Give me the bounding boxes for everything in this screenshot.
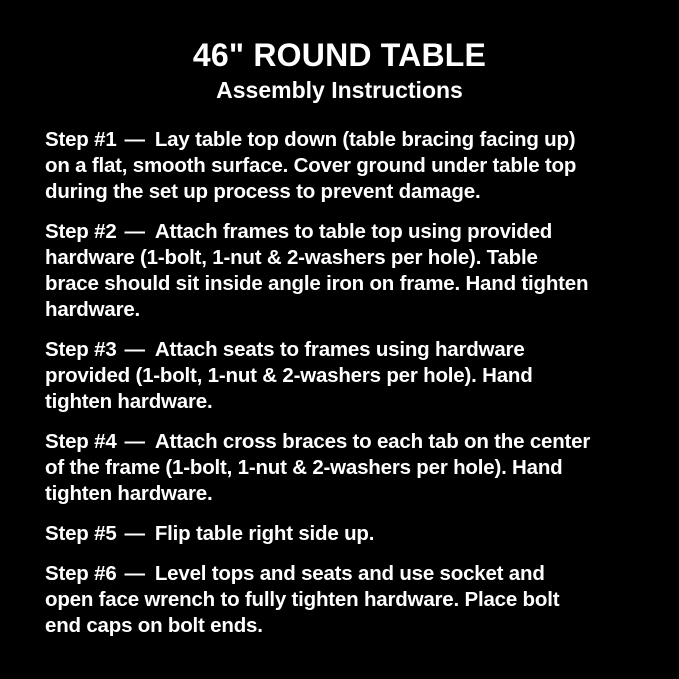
step-3-text: Attach seats to frames using hardware <box>154 338 525 361</box>
step-1-line-2: on a flat, smooth surface. Cover ground under table top <box>45 154 577 177</box>
step-4-text: Attach cross braces to each tab on the center <box>154 430 591 453</box>
steps-list <box>45 127 659 653</box>
step-6-text: Level tops and seats and use socket and <box>154 562 545 585</box>
step-5 <box>45 521 659 547</box>
step-4-line-1 <box>45 429 659 455</box>
step-5-label: Step #5 <box>45 522 117 545</box>
step-5-text: Flip table right side up. <box>154 522 375 545</box>
step-2-label: Step #2 <box>45 220 117 243</box>
step-2-line-3: brace should sit inside angle iron on frame. Hand tighten <box>45 272 589 295</box>
step-3-line-3: tighten hardware. <box>45 390 213 413</box>
step-2-line-1 <box>45 219 659 245</box>
step-1-text: Lay table top down (table bracing facing up) <box>154 128 576 151</box>
step-2-text: Attach frames to table top using provided <box>154 220 553 243</box>
step-1-line-3: during the set up process to prevent damage. <box>45 180 481 203</box>
step-4-dash: — <box>124 430 145 453</box>
step-4-line-2: of the frame (1-bolt, 1-nut & 2-washers per hole). Hand <box>45 456 563 479</box>
step-5-line-1 <box>45 521 659 547</box>
step-3 <box>45 337 659 415</box>
step-3-label: Step #3 <box>45 338 117 361</box>
step-4-label: Step #4 <box>45 430 117 453</box>
page-subtitle: Assembly Instructions <box>216 77 463 104</box>
step-6-line-3: end caps on bolt ends. <box>45 614 263 637</box>
page-title: 46" ROUND TABLE <box>192 37 487 73</box>
step-3-line-1 <box>45 337 659 363</box>
step-2-dash: — <box>124 220 145 243</box>
step-1 <box>45 127 659 205</box>
step-2 <box>45 219 659 323</box>
step-6-line-1 <box>45 561 659 587</box>
step-1-line-1 <box>45 127 659 153</box>
step-1-dash: — <box>124 128 145 151</box>
step-6-line-2: open face wrench to fully tighten hardware. Place bolt <box>45 588 560 611</box>
step-6 <box>45 561 659 639</box>
sheet-header <box>0 0 679 105</box>
step-6-dash: — <box>124 562 145 585</box>
step-5-dash: — <box>124 522 145 545</box>
step-2-line-2: hardware (1-bolt, 1-nut & 2-washers per hole). Table <box>45 246 538 269</box>
step-4-line-3: tighten hardware. <box>45 482 213 505</box>
step-2-line-4: hardware. <box>45 298 141 321</box>
step-3-dash: — <box>124 338 145 361</box>
step-6-label: Step #6 <box>45 562 117 585</box>
step-3-line-2: provided (1-bolt, 1-nut & 2-washers per hole). Hand <box>45 364 533 387</box>
step-4 <box>45 429 659 507</box>
step-1-label: Step #1 <box>45 128 117 151</box>
